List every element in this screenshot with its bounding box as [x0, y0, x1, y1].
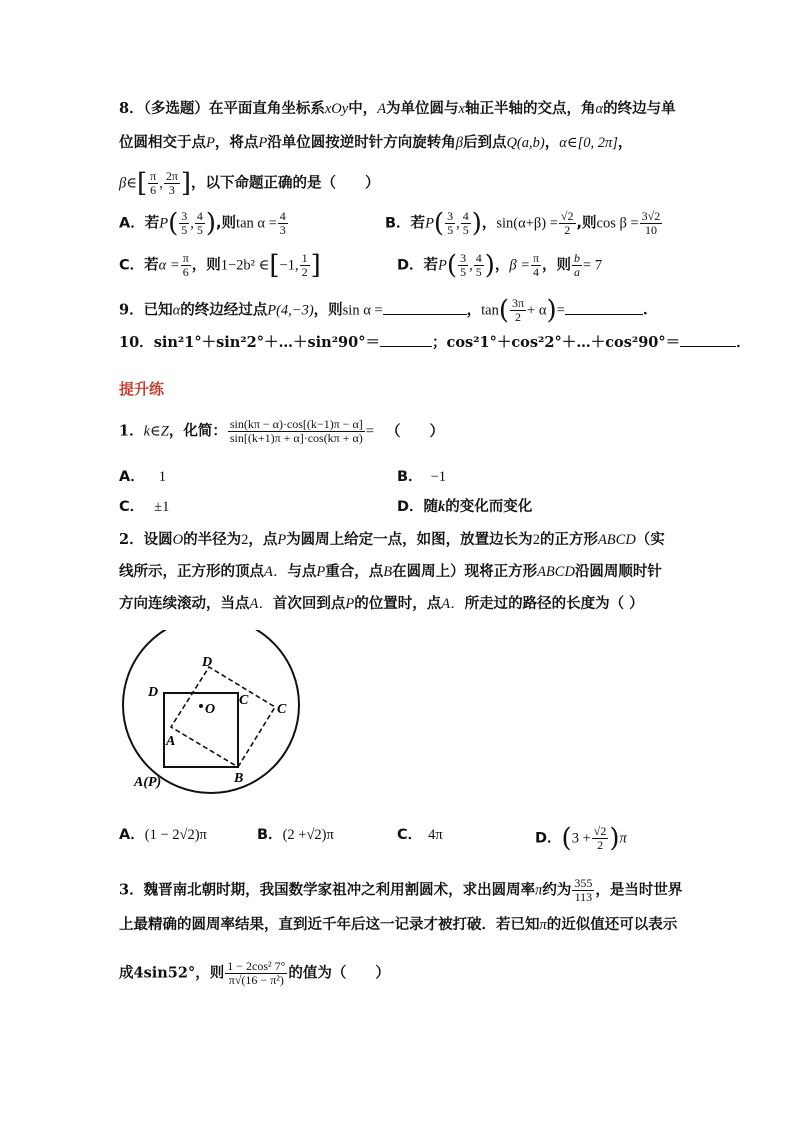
p2-option-c [397, 825, 443, 845]
p3-math: π [535, 882, 543, 899]
q8-text: ，以下命题正确的是（ ） [191, 175, 380, 192]
q8-math: P [258, 135, 268, 151]
q8-text: 中， [348, 101, 378, 117]
q8-math: α∈[0, 2π] [559, 135, 618, 151]
opt-text: ，则 [542, 257, 572, 274]
p1-option-b [397, 467, 446, 487]
fraction [164, 170, 180, 197]
p2-text: ，点 [248, 532, 278, 548]
p2-number: 2． [119, 531, 144, 548]
q8-math: P [206, 135, 215, 151]
opt-label: B． [257, 827, 283, 843]
p2-option-a [119, 825, 207, 845]
p2-text: 重合，点 [325, 564, 384, 580]
opt-label: A． [119, 469, 145, 485]
p2-text: 的半径为 [183, 532, 242, 548]
opt-math: 4π [428, 827, 443, 843]
p2-math: ABCD [597, 532, 636, 548]
fraction [195, 210, 205, 237]
frac-num: π [182, 251, 189, 265]
fraction [458, 252, 468, 279]
paren: ( [498, 295, 509, 326]
opt-math: sin(α+β) = [496, 215, 558, 232]
fraction [510, 297, 526, 324]
p1-line [119, 418, 444, 445]
p1-text: （ ） [385, 423, 444, 440]
q8-text: 轴正半轴的交点，角 [464, 101, 596, 117]
frac-den: 5 [460, 265, 467, 279]
frac-den: π√(16 − π²) [228, 973, 284, 987]
p2-math: P [316, 564, 326, 580]
fraction [228, 418, 365, 445]
opt-text: ,则 [216, 215, 237, 232]
opt-label: A． [119, 827, 145, 843]
frac-num: 3 [181, 209, 188, 223]
q10-sum-sin: sin²1°＋sin²2°＋…＋sin²90°＝ [153, 334, 380, 351]
paren: ( [168, 208, 179, 239]
p3-line2 [119, 915, 677, 935]
fraction [474, 252, 484, 279]
opt-math: √2 [306, 827, 322, 843]
q8-text: 后到点 [462, 135, 507, 151]
frac-den: 5 [196, 223, 203, 237]
label-d-top: D [202, 655, 213, 670]
p2-line2 [119, 562, 662, 582]
p2-math: O [172, 532, 184, 548]
label-c-mid: C [239, 693, 249, 708]
p2-text: 的正方形 [539, 532, 598, 548]
q9-math: P(4,−3) [267, 302, 314, 319]
frac-den: a [574, 265, 581, 279]
paren: ( [446, 250, 458, 281]
paren: ) [546, 295, 557, 326]
frac-num: 4 [279, 209, 286, 223]
opt-label: B． [397, 469, 423, 485]
frac-num: 3√2 [641, 209, 661, 223]
q8-text: ，将点 [214, 135, 259, 151]
frac-den: 5 [447, 223, 454, 237]
q8-text: 在平面直角坐标系 [208, 101, 325, 117]
q8-text: ， [617, 135, 633, 151]
fraction [300, 252, 310, 279]
q10-text: ； [432, 334, 447, 351]
q8-option-d: D．若P( $\frac{3}{5}$ , $\frac{4}{5}$ )，β = $\frac{\pi}{4}$ ，则 $\frac{b}{a}$ = 7 [397, 250, 603, 281]
opt-math: α = [158, 257, 180, 274]
p3-text: 约为 [542, 882, 572, 899]
p3-text: 成 [119, 965, 134, 982]
p2-math: B [383, 564, 393, 580]
opt-value: −1 [430, 469, 446, 485]
opt-text: ，则 [191, 257, 221, 274]
frac-num: 355 [574, 876, 593, 890]
center-point [199, 704, 203, 708]
frac-den: sin[(k+1)π + α]·cos(kπ + α) [229, 431, 363, 445]
frac-den: 6 [150, 183, 157, 197]
opt-math: β = [509, 257, 530, 274]
p3-text: 的值为（ ） [288, 965, 390, 982]
p2-option-d [535, 825, 627, 852]
q9-text: . [642, 301, 648, 319]
square-dashed [171, 667, 275, 767]
q8-tag: （多选题） [143, 101, 209, 117]
q10-line [119, 333, 751, 353]
frac-den: 113 [574, 890, 593, 904]
p3-math: 4sin52° [133, 964, 196, 982]
fraction [640, 210, 663, 237]
opt-text: ,则 [576, 215, 597, 232]
p2-text: 设圆 [143, 532, 173, 548]
fraction [179, 210, 189, 237]
p3-number: 3． [119, 881, 144, 899]
p1-math: = [365, 423, 374, 440]
opt-text: 的变化而变化 [445, 499, 533, 515]
opt-value: ±1 [154, 499, 170, 515]
q9-text: 的终边经过点 [180, 302, 268, 319]
p2-text: （实 [635, 532, 665, 548]
p1-option-d [397, 497, 532, 517]
p2-math: ABCD [537, 564, 575, 580]
fraction [559, 210, 576, 237]
p3-text: 上最精确的圆周率结果，直到近千年后这一记录才被打破．若已知 [119, 917, 540, 933]
p2-math: A． [264, 564, 288, 580]
p2-text: 首次回到点 [272, 596, 346, 612]
p3-text: 魏晋南北朝时期，我国数学家祖冲之利用割圆术，求出圆周率 [143, 882, 536, 899]
opt-math: −1 [279, 257, 295, 274]
bracket: ] [180, 168, 192, 199]
p1-text: ，化简： [168, 423, 227, 440]
opt-label: D．若 [397, 257, 439, 274]
opt-math: = 7 [583, 257, 603, 274]
frac-den: 3 [279, 223, 286, 237]
opt-label: B．若 [385, 215, 426, 232]
q9-math: = [556, 302, 565, 319]
frac-num: 1 [301, 251, 308, 265]
opt-math: cos β = [596, 215, 639, 232]
frac-num: 3 [460, 251, 467, 265]
p2-math: A． [441, 596, 465, 612]
p2-option-b [257, 825, 334, 845]
frac-num: 3 [447, 209, 454, 223]
paren: ) [471, 208, 482, 239]
q8-math: P [438, 257, 447, 274]
paren: ) [609, 823, 620, 854]
frac-den: 5 [181, 223, 188, 237]
q9-math: sin α = [342, 302, 383, 319]
q8-text: 位圆相交于点 [119, 135, 206, 151]
p1-number: 1． [119, 422, 144, 440]
p1-option-c [119, 497, 169, 517]
frac-den: 3 [168, 183, 175, 197]
frac-num: π [532, 251, 540, 265]
bracket: [ [136, 168, 148, 199]
q9-text: ， [466, 302, 482, 319]
opt-math: 1−2b² ∈ [220, 257, 270, 274]
q8-math: α [595, 101, 604, 117]
q10-sum-cos: cos²1°＋cos²2°＋…＋cos²90°＝ [446, 334, 681, 351]
fraction [278, 210, 288, 237]
frac-den: 2 [597, 838, 604, 852]
q8-math: P [425, 215, 434, 232]
fraction [572, 877, 594, 904]
q8-option-b: B．若P( $\frac{3}{5}$ , $\frac{4}{5}$ )，sin(α+β) = $\frac{√2}{2}$ ,则cos β = $\frac{3√2}{10}$ [385, 208, 661, 239]
fraction [225, 960, 287, 987]
p3-text: ，是当时世界 [595, 882, 683, 899]
frac-den: 5 [475, 265, 482, 279]
label-a-mid: A [166, 734, 176, 749]
q8-math: P [159, 215, 169, 232]
q9-math: + α [527, 302, 547, 319]
opt-value: 1 [158, 469, 166, 485]
opt-math: (2 + [282, 827, 307, 843]
frac-num: sin(kπ − α)·cos[(k−1)π − α] [229, 417, 363, 431]
q8-math: β∈ [119, 175, 137, 192]
opt-math: )π [321, 827, 334, 843]
label-ap: A(P) [134, 775, 162, 790]
q9-math: tan [481, 302, 499, 319]
frac-den: 5 [462, 223, 469, 237]
q8-number: 8． [119, 100, 144, 117]
p2-text: 的位置时，点 [354, 596, 442, 612]
q9-number: 9． [119, 301, 144, 319]
p1-option-a [119, 467, 166, 487]
p3-text: 的近似值还可以表示 [546, 917, 678, 933]
p2-line3 [119, 594, 644, 614]
q9-line [119, 297, 648, 324]
q8-math: β [455, 135, 463, 151]
circle-square-figure [110, 630, 310, 800]
label-c-right: C [277, 702, 287, 717]
p2-text: 方向连续滚动，当点 [119, 596, 250, 612]
opt-math: tan α = [236, 215, 277, 232]
p3-text: ，则 [195, 965, 225, 982]
p2-text: 在圆周上）现将正方形 [392, 564, 538, 580]
p2-text: 与点 [287, 564, 317, 580]
opt-math: k [438, 499, 446, 515]
q8-math: x [458, 101, 465, 117]
opt-math: (1 − 2 [144, 827, 180, 843]
opt-math: 3 + [571, 830, 591, 847]
fraction [572, 252, 582, 279]
q8-option-a: A．若P( $\frac{3}{5}$ , $\frac{4}{5}$ ),则tan α = $\frac{4}{3}$ [119, 208, 286, 239]
fraction [531, 252, 541, 279]
label-o: O [205, 702, 216, 717]
paren: ( [433, 208, 445, 239]
frac-den: 2 [301, 265, 308, 279]
q8-line2 [119, 133, 632, 153]
p2-math: P [277, 532, 287, 548]
q9-math: α [172, 302, 181, 319]
fraction [148, 170, 158, 197]
paren: ) [484, 250, 495, 281]
q8-line1 [119, 99, 676, 119]
frac-den: 2 [564, 223, 571, 237]
p3-line1 [119, 877, 682, 904]
q8-text: ， [544, 135, 560, 151]
frac-num: 4 [462, 209, 469, 223]
label-b: B [234, 771, 244, 786]
q9-text: ，则 [313, 302, 343, 319]
frac-num: 4 [196, 209, 203, 223]
p1-math: k∈Z [143, 423, 169, 440]
frac-num: 1 − 2cos² 7° [227, 959, 286, 973]
frac-num: √2 [593, 824, 607, 838]
frac-num: √2 [560, 209, 574, 223]
p2-math: A． [249, 596, 273, 612]
p2-text: 为圆周上给定一点，如图，放置边长为 [286, 532, 533, 548]
q8-text: 沿单位圆按逆时针方向旋转角 [267, 135, 456, 151]
q8-math: A [377, 101, 387, 117]
q8-text: 的终边与单 [603, 101, 676, 117]
frac-num: 3π [511, 296, 525, 310]
p3-line3 [119, 960, 390, 987]
fraction [592, 825, 609, 852]
fraction [445, 210, 455, 237]
q9-text: 已知 [143, 302, 173, 319]
q8-math: xOy [324, 101, 349, 117]
opt-label: C．若 [119, 257, 159, 274]
paren: ) [205, 208, 217, 239]
section-title: 提升练 [119, 380, 165, 398]
frac-den: 6 [182, 265, 189, 279]
opt-label: D．随 [397, 499, 439, 515]
frac-num: 4 [475, 251, 482, 265]
bracket: ] [310, 250, 321, 281]
opt-math: )π [194, 827, 207, 843]
label-d-left: D [148, 685, 159, 700]
q8-option-c: C．若α = $\frac{\pi}{6}$ ，则1−2b² ∈[−1, $\frac{1}{2}$ ] [119, 250, 321, 281]
frac-den: 2 [515, 310, 522, 324]
opt-label: C． [397, 827, 423, 843]
opt-label: C． [119, 499, 145, 515]
p2-text: 线所示，正方形的顶点 [119, 564, 264, 580]
opt-label: A．若 [119, 215, 160, 232]
q8-math: Q(a,b) [506, 135, 545, 151]
answer-blank[interactable] [383, 314, 467, 315]
answer-blank[interactable] [565, 314, 643, 315]
p2-line1 [119, 530, 665, 550]
frac-num: b [574, 251, 581, 265]
opt-math: √2 [179, 827, 195, 843]
paren: ( [561, 823, 572, 854]
p2-text: 沿圆周顺时针 [574, 564, 662, 580]
frac-num: 2π [165, 169, 178, 183]
frac-den: 4 [533, 265, 540, 279]
answer-blank[interactable] [380, 346, 432, 347]
opt-label: D． [535, 830, 562, 847]
frac-den: 10 [644, 223, 657, 237]
p2-text: 所走过的路径的长度为（ ） [464, 596, 644, 612]
opt-math: π [619, 830, 627, 847]
p2-math: 2 [532, 532, 540, 548]
p3-math: π [539, 917, 547, 933]
p2-math: 2 [241, 532, 249, 548]
answer-blank[interactable] [680, 346, 736, 347]
q8-line3: β∈[ $\frac{\pi}{6}$ , $\frac{2\pi}{3}$ ]，以下命题正确的是（ ） [119, 168, 380, 199]
q10-text: ． [736, 334, 751, 351]
q10-number: 10． [119, 334, 154, 351]
p2-math: P [345, 596, 355, 612]
fraction [181, 252, 191, 279]
q8-text: 为单位圆与 [386, 101, 459, 117]
bracket: [ [269, 250, 280, 281]
frac-num: π [150, 169, 157, 183]
fraction [461, 210, 471, 237]
